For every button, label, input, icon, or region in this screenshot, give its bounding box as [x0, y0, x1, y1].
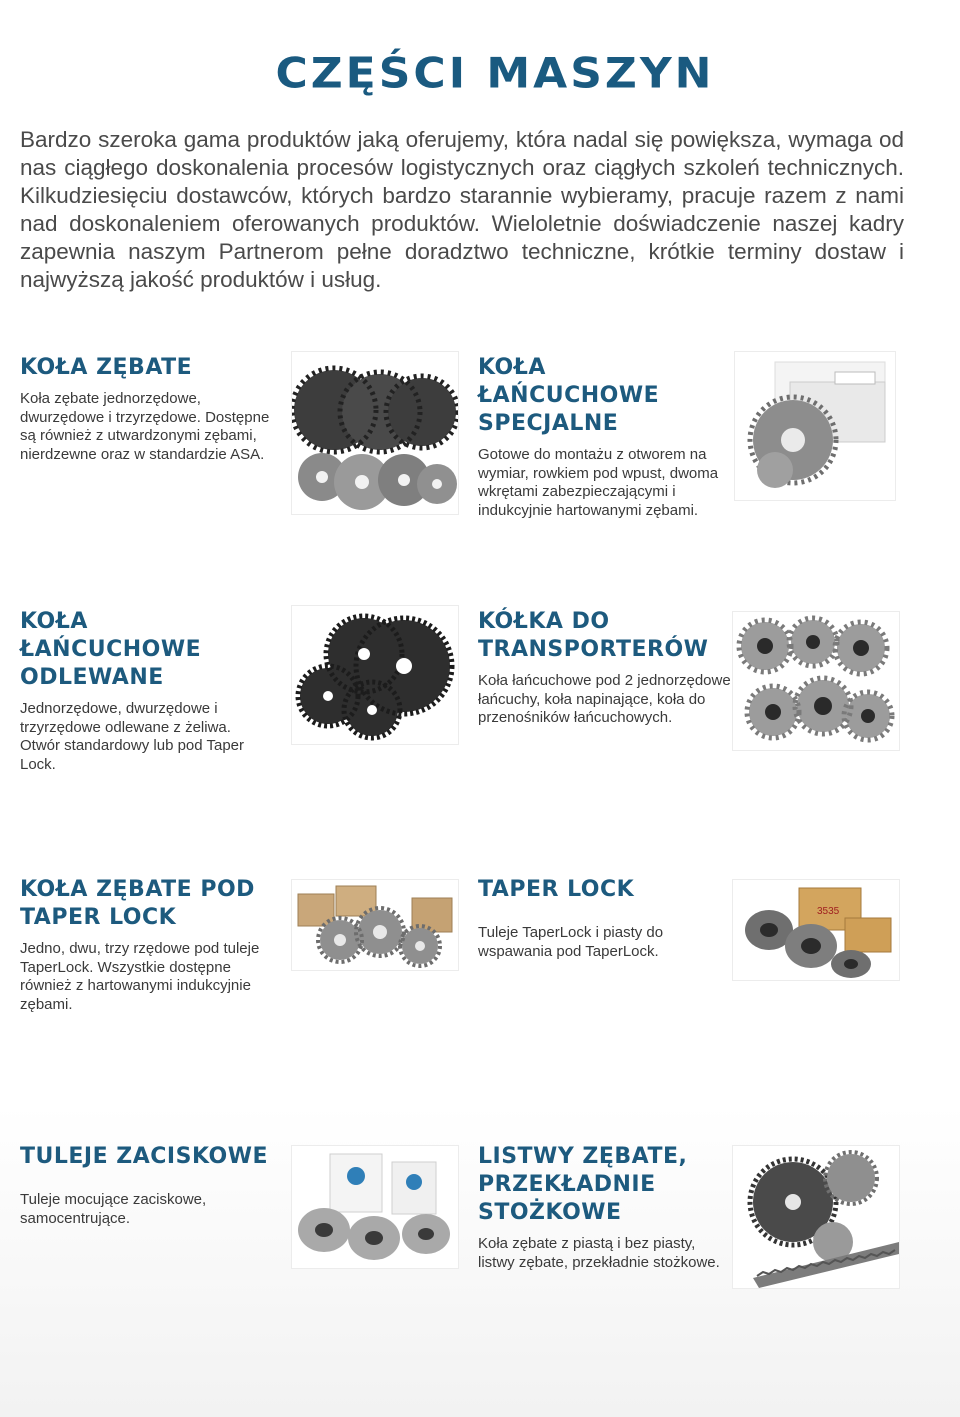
- section-listwy-zebate: [478, 1143, 733, 1272]
- sprocket-stack-photo: [292, 352, 458, 514]
- section-taper-lock: [478, 876, 733, 961]
- section-title-line2: PRZEKŁADNIE: [478, 1172, 656, 1197]
- section-text: Koła zębate jednorzędowe, dwurzędowe i trzyrzędowe. Dostępne są również z utwardzonymi zębami, nierdzewne oraz w standardzie ASA.: [20, 390, 270, 463]
- section-kola-zebate: [20, 354, 275, 464]
- section-title-line1: KOŁA ZĘBATE POD: [20, 877, 255, 902]
- section-title-line1: KOŁA ŁAŃCUCHOWE: [20, 609, 202, 662]
- section-text: Tuleje TaperLock i piasty do wspawania pod TaperLock.: [478, 924, 664, 960]
- section-kola-lancuchowe-specjalne: [478, 354, 733, 520]
- taper-lock-bushings-photo: [733, 880, 899, 980]
- section-title: TAPER LOCK: [478, 877, 635, 902]
- section-title: KOŁA ZĘBATE: [20, 355, 193, 380]
- taper-lock-sprockets-photo: [292, 880, 458, 970]
- intro-paragraph: Bardzo szeroka gama produktów jaką oferujemy, która nadal się powiększa, wymaga od nas ciągłego doskonalenia procesów logistycznych oraz ciągłych szkoleń technicznych. Kilkudziesięciu dostawców, których bardzo starannie wybieramy, pracuje razem z nami nad doskonaleniem oferowanych produktów. Wieloletnie doświadczenie naszej kadry zapewnia naszym Partnerom pełne doradztwo techniczne, krótkie terminy dostaw i najwyższą jakość produktów i usług.: [20, 127, 904, 292]
- section-title-line2: ODLEWANE: [20, 665, 164, 690]
- section-tuleje-zaciskowe: [20, 1143, 275, 1228]
- cast-sprockets-photo: [292, 606, 458, 744]
- gears-racks-photo: [733, 1146, 899, 1288]
- section-title: TULEJE ZACISKOWE: [20, 1144, 269, 1169]
- section-text: Koła łańcuchowe pod 2 jednorzędowe łańcuchy, koła napinające, koła do przenośników łańcuchowych.: [478, 672, 731, 726]
- section-text: Koła zębate z piastą i bez piasty, listwy zębate, przekładnie stożkowe.: [478, 1235, 720, 1271]
- section-title-line2: SPECJALNE: [478, 411, 619, 436]
- section-kola-lancuchowe-odlewane: [20, 608, 275, 774]
- section-title-line2: TRANSPORTERÓW: [478, 637, 709, 662]
- section-title-line1: LISTWY ZĘBATE,: [478, 1144, 688, 1169]
- section-text: Jedno, dwu, trzy rzędowe pod tuleje TaperLock. Wszystkie dostępne również z hartowanymi indukcyjnie zębami.: [20, 940, 260, 1013]
- boxed-sprockets-photo: [735, 352, 895, 500]
- section-text: Tuleje mocujące zaciskowe, samocentrujące.: [20, 1191, 207, 1227]
- section-title-line1: KOŁA ŁAŃCUCHOWE: [478, 355, 660, 408]
- conveyor-idlers-photo: [733, 612, 899, 750]
- section-title-line1: KÓŁKA DO: [478, 609, 610, 634]
- svg-text:3535: 3535: [817, 906, 840, 917]
- section-kola-zebate-taper-lock: [20, 876, 275, 1014]
- section-text: Gotowe do montażu z otworem na wymiar, rowkiem pod wpust, dwoma wkrętami zabezpieczającymi i indukcyjnie hartowanymi zębami.: [478, 446, 719, 519]
- clamping-bushings-photo: [292, 1146, 458, 1268]
- section-title-line3: STOŻKOWE: [478, 1200, 622, 1225]
- page-title: CZĘŚCI MASZYN: [275, 49, 715, 98]
- section-title-line2: TAPER LOCK: [20, 905, 177, 930]
- section-text: Jednorzędowe, dwurzędowe i trzyrzędowe odlewane z żeliwa. Otwór standardowy lub pod Taper Lock.: [20, 700, 245, 773]
- section-kolka-do-transporterow: [478, 608, 733, 728]
